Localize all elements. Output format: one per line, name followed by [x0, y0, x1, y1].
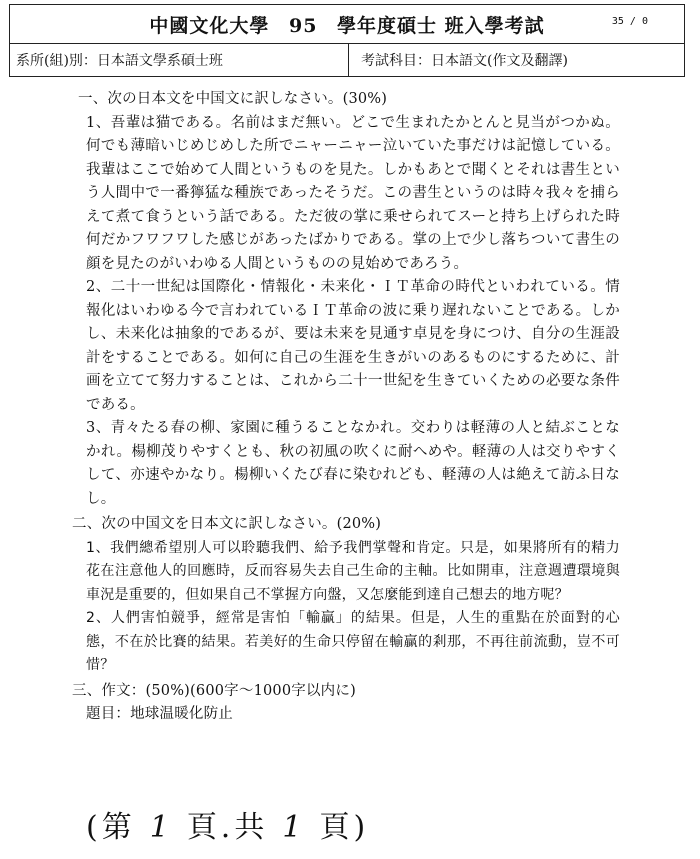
footer-close: 頁) [319, 810, 370, 845]
exam-content [60, 88, 620, 727]
essay-topic: 題目：地球温暖化防止 [86, 706, 233, 722]
footer-open: (第 [86, 810, 136, 845]
exam-name: 學年度碩士 班入學考試 [337, 15, 545, 37]
page-footer [86, 802, 369, 846]
department-cell: 系所(組)別：日本語文學系碩士班 [10, 44, 349, 76]
subject-cell: 考試科目：日本語文(作文及翻譯) [361, 53, 568, 69]
university-name: 中國文化大學 [149, 15, 270, 37]
section2-item-1: 1、我們總希望別人可以聆聽我們、給予我們掌聲和肯定。只是，如果將所有的精力花在注意他人的回應時，反而容易失去自己生命的主軸。比如開車，注意週遭環境與車況是重要的，但如果自己不掌握方向盤，又怎麼能到達自己想去的地方呢？ [86, 539, 620, 603]
footer-total-pages: 1 [282, 810, 306, 845]
page-code: 35 / 0 [611, 16, 648, 27]
academic-year: 95 [288, 15, 318, 37]
exam-header-table [9, 4, 685, 77]
section2-title: 二、次の中国文を日本文に訳しなさい。(20%) [72, 516, 382, 532]
section1-item-3: 3、青々たる春の柳、家園に種うることなかれ。交わりは軽薄の人と結ぶことなかれ。楊柳茂りやすくとも、秋の初風の吹くに耐へめや。軽薄の人は交りやすくして、亦速やかなり。楊柳いくたび春に染むれども、軽薄の人は絶えて訪ふ日なし。 [86, 420, 620, 507]
footer-mid: 頁.共 [186, 810, 269, 845]
section2-item-2: 2、人們害怕競爭，經常是害怕「輸贏」的結果。但是，人生的重點在於面對的心態，不在於比賽的結果。若美好的生命只停留在輸贏的剎那，不再往前流動，豈不可惜？ [86, 610, 620, 673]
header-info-row [10, 44, 684, 76]
section3-title: 三、作文：(50%)(600字～1000字以内に) [72, 682, 356, 699]
section1-title: 一、次の日本文を中国文に訳しなさい。(30%) [78, 91, 388, 107]
footer-page-number: 1 [149, 810, 173, 845]
exam-title [10, 11, 684, 38]
section1-item-2: 2、二十一世紀は国際化・情報化・未来化・ＩＴ革命の時代といわれている。情報化はいわゆる今で言われているＩＴ革命の波に乗り遅れないことである。しかし、未来化は抽象的であるが、要は未来を見通す卓見を身につけ、自分の生涯設計をすることである。如何に自己の生涯を生きがいのあるものにするために、計画を立てて努力することは、これから二十一世紀を生きていくための必要な条件である。 [86, 279, 620, 413]
header-title-row [10, 5, 684, 44]
section1-item-1: 1、吾輩は猫である。名前はまだ無い。どこで生まれたかとんと見当がつかぬ。何でも薄暗いじめじめした所でニャーニャー泣いていた事だけは記憶している。我輩はここで始めて人間というものを見た。しかもあとで聞くとそれは書生という人間中で一番獰猛な種族であったそうだ。この書生というのは時々我々を捕らえて煮て食うという話である。ただ彼の掌に乗せられてスーと持ち上げられた時何だかフワフワした感じがあったばかりである。掌の上で少し落ちついて書生の顔を見たのがいわゆる人間というものの見始めであろう。 [86, 114, 620, 272]
